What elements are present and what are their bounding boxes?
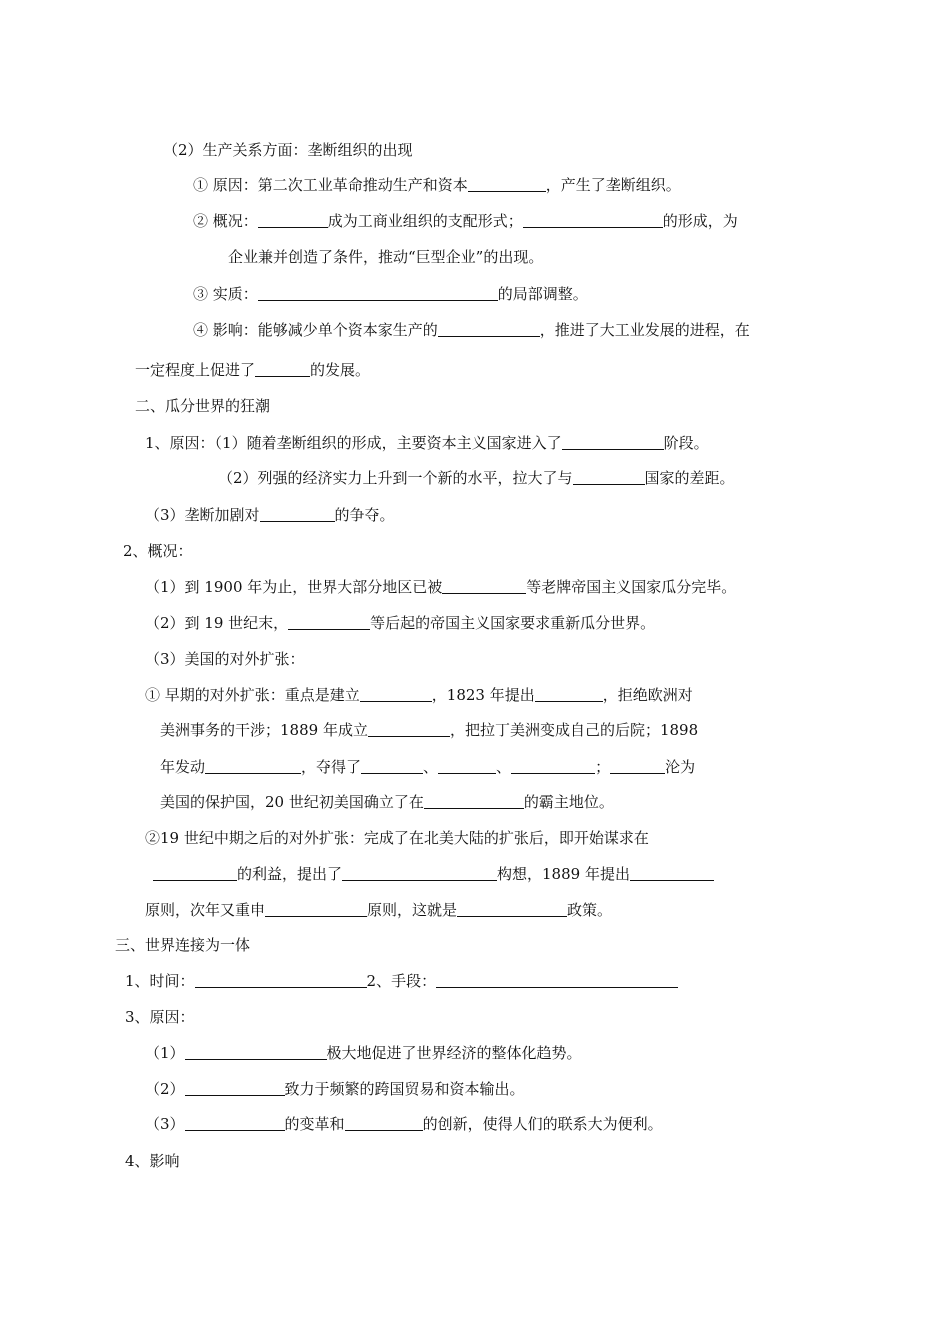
- blank[interactable]: [457, 901, 567, 917]
- blank[interactable]: [361, 758, 423, 774]
- blank[interactable]: [562, 434, 664, 450]
- blank[interactable]: [153, 865, 237, 881]
- line-cause-3: （3） 的变革和 的创新，使得人们的联系大为便利。: [145, 1115, 663, 1133]
- line-impact: ④ 影响：能够减少单个资本家生产的 ，推进了大工业发展的进程，在: [193, 321, 750, 339]
- line-essence: ③ 实质： 的局部调整。: [193, 285, 588, 303]
- blank[interactable]: [573, 469, 645, 485]
- blank[interactable]: [258, 285, 498, 301]
- line-early-expansion-3: 年发动 ，夺得了 、 、 ； 沦为: [160, 758, 696, 776]
- blank[interactable]: [630, 865, 714, 881]
- blank[interactable]: [438, 758, 496, 774]
- line-later-expansion: ②19 世纪中期之后的对外扩张：完成了在北美大陆的扩张后，即开始谋求在: [145, 829, 649, 847]
- blank[interactable]: [288, 614, 370, 630]
- line-later-expansion-2: 的利益，提出了 构想，1889 年提出: [153, 864, 714, 884]
- blank[interactable]: [185, 1080, 285, 1096]
- line-cause-1: （1） 极大地促进了世界经济的整体化趋势。: [145, 1044, 582, 1062]
- blank[interactable]: [345, 1115, 423, 1131]
- blank[interactable]: [258, 212, 328, 228]
- blank[interactable]: [195, 972, 367, 988]
- line-later-expansion-3: 原则，次年又重申 原则，这就是 政策。: [145, 901, 613, 919]
- blank[interactable]: [368, 721, 450, 737]
- blank[interactable]: [438, 321, 540, 337]
- line-time-means: 1、时间： 2、手段：: [125, 971, 678, 991]
- line-early-expansion-4: 美国的保护国，20 世纪初美国确立了在 的霸主地位。: [160, 793, 614, 811]
- line-us-expansion: （3）美国的对外扩张：: [145, 650, 305, 668]
- blank[interactable]: [185, 1115, 285, 1131]
- blank[interactable]: [442, 578, 526, 594]
- blank[interactable]: [424, 793, 524, 809]
- blank[interactable]: [255, 361, 310, 377]
- line-overview-heading: 2、概况：: [123, 542, 193, 560]
- blank[interactable]: [260, 506, 335, 522]
- line-1900: （1）到 1900 年为止，世界大部分地区已被 等老牌帝国主义国家瓜分完毕。: [145, 578, 737, 596]
- line-overview: ② 概况： 成为工商业组织的支配形式； 的形成，为: [193, 212, 738, 230]
- line-impact-heading: 4、影响: [125, 1152, 180, 1170]
- line-impact-cont: 一定程度上促进了 的发展。: [135, 361, 371, 379]
- blank[interactable]: [610, 758, 665, 774]
- line-cause: ① 原因：第二次工业革命推动生产和资本 ，产生了垄断组织。: [193, 176, 681, 194]
- blank[interactable]: [205, 758, 301, 774]
- line-overview-cont: 企业兼并创造了条件，推动“巨型企业”的出现。: [228, 248, 544, 266]
- blank[interactable]: [523, 212, 663, 228]
- line-reason-3: （3）垄断加剧对 的争夺。: [145, 506, 395, 524]
- blank[interactable]: [468, 176, 546, 192]
- line-causes-heading: 3、原因：: [125, 1008, 195, 1026]
- line-reason-2: （2）列强的经济实力上升到一个新的水平，拉大了与 国家的差距。: [218, 469, 735, 487]
- line-production-relations: （2）生产关系方面：垄断组织的出现: [163, 141, 413, 159]
- line-19th-century: （2）到 19 世纪末， 等后起的帝国主义国家要求重新瓜分世界。: [145, 614, 656, 632]
- line-early-expansion-2: 美洲事务的干涉；1889 年成立 ，把拉丁美洲变成自己的后院；1898: [160, 721, 699, 739]
- section-heading-3: 三、世界连接为一体: [115, 936, 251, 954]
- blank[interactable]: [360, 686, 432, 702]
- blank[interactable]: [436, 972, 678, 988]
- blank[interactable]: [185, 1044, 327, 1060]
- line-early-expansion: ① 早期的对外扩张：重点是建立 ，1823 年提出 ，拒绝欧洲对: [145, 686, 693, 704]
- blank[interactable]: [265, 901, 367, 917]
- section-heading-2: 二、瓜分世界的狂潮: [135, 397, 271, 415]
- blank[interactable]: [535, 686, 603, 702]
- line-cause-2: （2） 致力于频繁的跨国贸易和资本输出。: [145, 1080, 525, 1098]
- blank[interactable]: [342, 865, 497, 881]
- line-reason-1: 1、原因：（1）随着垄断组织的形成，主要资本主义国家进入了 阶段。: [145, 434, 709, 452]
- blank[interactable]: [511, 758, 595, 774]
